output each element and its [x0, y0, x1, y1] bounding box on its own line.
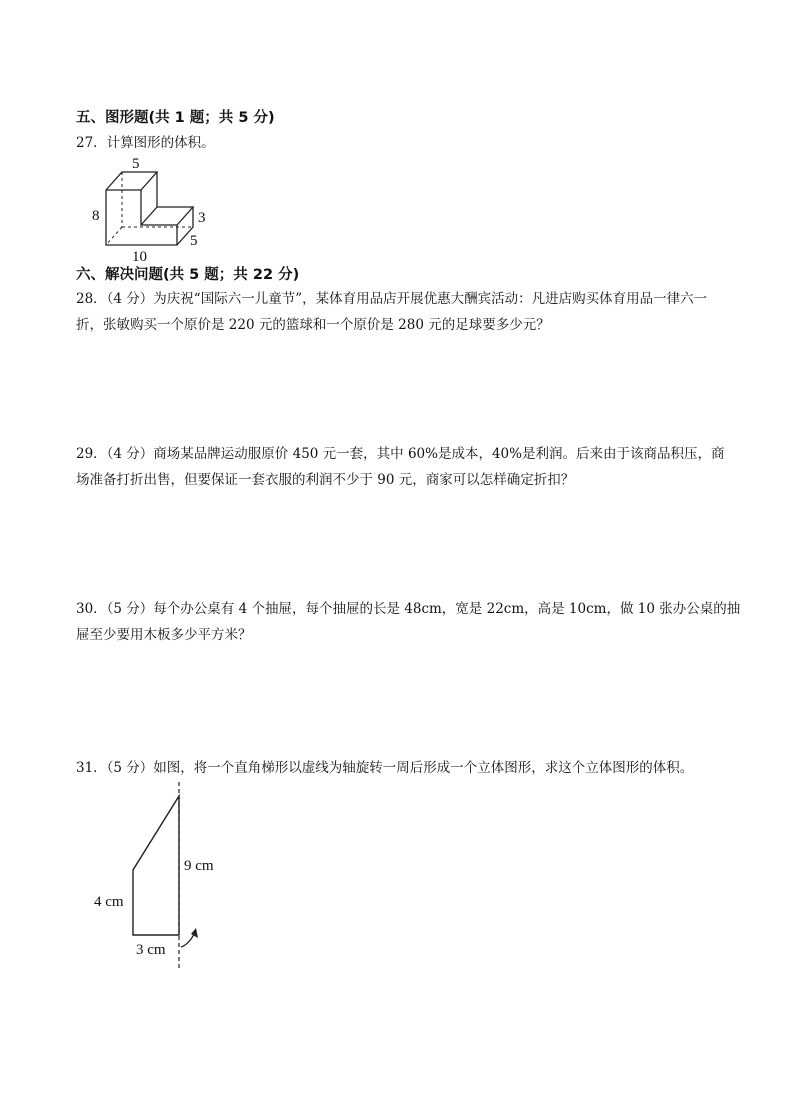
step-top-face [157, 207, 193, 225]
q31-right-trapezoid-figure [86, 782, 236, 972]
question-28-line-1: 28．（4 分）为庆祝“国际六一儿童节”，某体育用品店开展优惠大酬宾活动：凡进店购买体育用品一律六一 [76, 291, 708, 307]
question-27-text: 27．计算图形的体积。 [76, 135, 215, 151]
question-28-line-2: 折，张敏购买一个原价是 220 元的篮球和一个原价是 280 元的足球要多少元？ [76, 317, 550, 333]
trapezoid-outline [133, 796, 179, 935]
section-6-title: 六、解决问题(共 5 题；共 22 分) [76, 267, 300, 283]
hidden-depth-edge [106, 227, 122, 245]
label-right-height: 3 [198, 210, 206, 226]
question-30-line-2: 屉至少要用木板多少平方米？ [76, 627, 252, 643]
question-29-line-1: 29．（4 分）商场某品牌运动服原价 450 元一套，其中 60%是成本，40%是利润。后来由于该商品积压，商 [76, 446, 725, 462]
label-bottom: 10 [132, 249, 147, 262]
label-left-4cm: 4 cm [94, 894, 124, 910]
label-top: 5 [132, 156, 140, 172]
question-30-line-1: 30．（5 分）每个办公桌有 4 个抽屉，每个抽屉的长是 48cm，宽是 22cm，高是 10cm，做 10 张办公桌的抽 [76, 601, 741, 617]
label-right-depth: 5 [190, 233, 198, 249]
label-left: 8 [92, 208, 100, 224]
tall-top-face [106, 172, 157, 190]
section-5-title: 五、图形题(共 1 题；共 5 分) [76, 110, 275, 126]
question-31-text: 31．（5 分）如图，将一个直角梯形以虚线为轴旋转一周后形成一个立体图形，求这个立体图形的体积。 [76, 760, 694, 776]
tall-right-face [141, 172, 157, 225]
q27-l-shaped-solid-figure [86, 152, 216, 262]
question-28 [76, 286, 756, 338]
label-bottom-3cm: 3 cm [136, 942, 166, 958]
question-31 [76, 755, 756, 781]
label-right-9cm: 9 cm [184, 858, 214, 874]
question-29 [76, 441, 756, 493]
question-30 [76, 596, 756, 648]
front-face [106, 190, 177, 245]
question-29-line-2: 场准备打折出售，但要保证一套衣服的利润不少于 90 元，商家可以怎样确定折扣？ [76, 472, 575, 488]
